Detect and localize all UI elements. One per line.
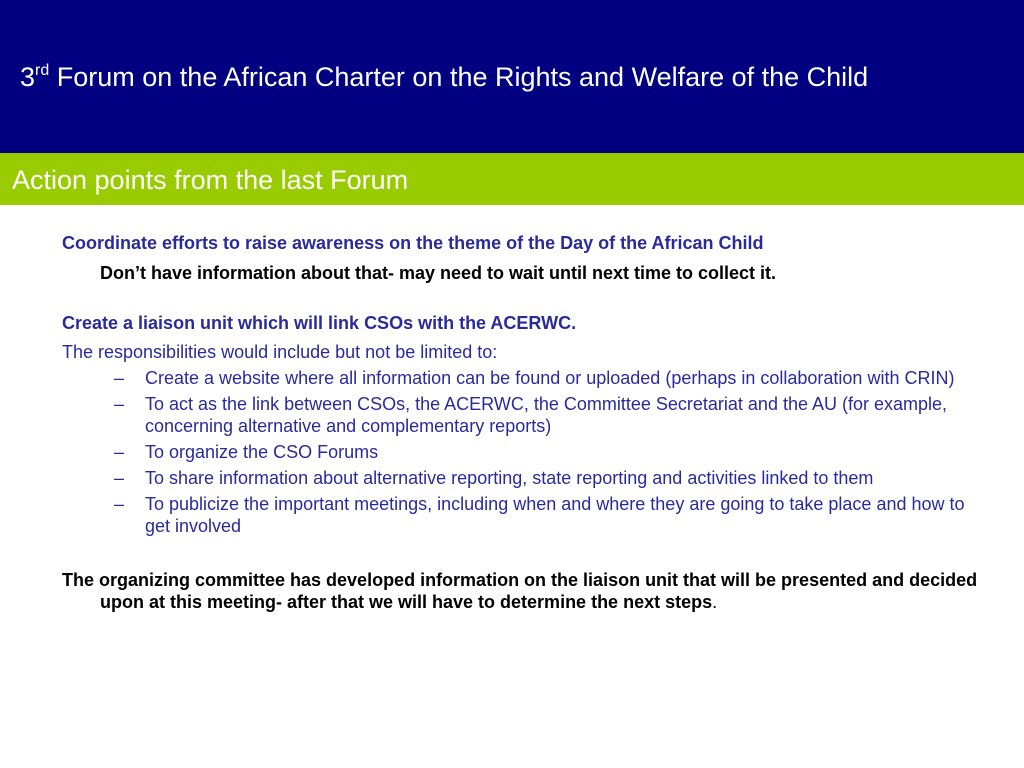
- slide-title: [20, 60, 1020, 94]
- title-text: Forum on the African Charter on the Rights and Welfare of the Child: [49, 62, 869, 92]
- closing-text: The organizing committee has developed information on the liaison unit that will be presented and decided upon at this meeting- after that we will have to determine the next steps: [62, 570, 978, 612]
- list-item-text: Create a website where all information can be found or uploaded (perhaps in collaboration with CRIN): [145, 368, 955, 388]
- action-point-awareness-note: Don’t have information about that- may need to wait until next time to collect it.: [100, 263, 777, 283]
- closing-statement: [62, 569, 982, 613]
- list-item: [62, 441, 982, 463]
- list-item: [62, 393, 982, 437]
- slide-body: [62, 232, 982, 613]
- dash-bullet: –: [114, 394, 125, 414]
- action-point-awareness: Coordinate efforts to raise awareness on the theme of the Day of the African Child: [62, 233, 764, 253]
- action-point-liaison-unit: Create a liaison unit which will link CSOs with the ACERWC.: [62, 313, 577, 333]
- dash-bullet: –: [114, 442, 125, 462]
- list-item: [62, 493, 982, 537]
- dash-bullet: –: [114, 368, 125, 388]
- list-item-text: To share information about alternative reporting, state reporting and activities linked to them: [145, 468, 874, 488]
- dash-bullet: –: [114, 494, 125, 514]
- list-item-text: To act as the link between CSOs, the ACERWC, the Committee Secretariat and the AU (for example, concerning alternative and complementary reports): [145, 394, 948, 436]
- responsibilities-list: [62, 367, 982, 537]
- title-number: 3: [20, 62, 36, 92]
- closing-period: .: [712, 592, 718, 612]
- list-item: [62, 467, 982, 489]
- list-item-text: To organize the CSO Forums: [145, 442, 379, 462]
- responsibilities-intro: The responsibilities would include but not be limited to:: [62, 342, 498, 362]
- dash-bullet: –: [114, 468, 125, 488]
- title-superscript: rd: [35, 62, 50, 79]
- list-item: [62, 367, 982, 389]
- list-item-text: To publicize the important meetings, including when and where they are going to take place and how to get involved: [145, 494, 965, 536]
- slide-header: [0, 0, 1024, 153]
- section-title: Action points from the last Forum: [12, 165, 409, 195]
